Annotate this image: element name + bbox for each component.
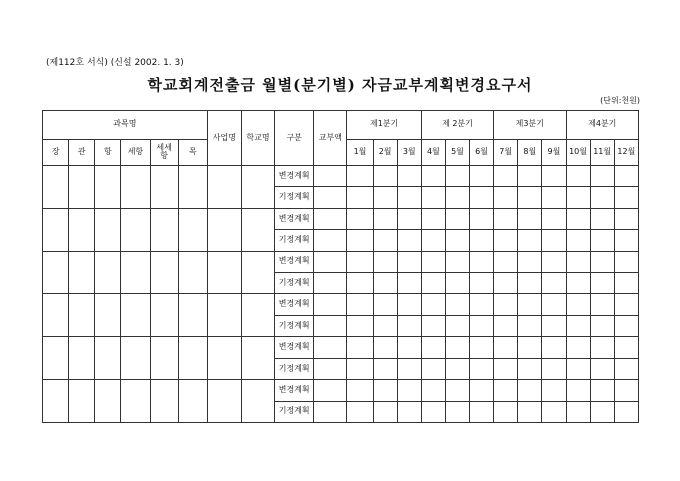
month-cell[interactable] [590, 358, 614, 379]
document-title: 학교회계전출금 월별(분기별) 자금교부계획변경요구서 [147, 76, 533, 94]
subject-cell[interactable] [178, 166, 207, 209]
subject-cell[interactable] [95, 208, 121, 251]
grant-amount-cell[interactable] [314, 315, 347, 336]
business-name-header: 사업명 [207, 111, 241, 166]
month-cell[interactable] [445, 166, 469, 187]
grant-amount-cell[interactable] [314, 273, 347, 294]
month-cell[interactable] [518, 294, 542, 315]
month-cell[interactable] [494, 230, 518, 251]
month-cell[interactable] [470, 187, 494, 208]
month-cell[interactable] [566, 380, 590, 401]
grant-amount-header: 교부액 [314, 111, 347, 166]
month-cell[interactable] [566, 401, 590, 422]
business-name-cell[interactable] [207, 251, 241, 294]
business-name-cell[interactable] [207, 166, 241, 209]
month-cell[interactable] [421, 187, 445, 208]
month-cell[interactable] [347, 337, 373, 358]
month-cell[interactable] [566, 251, 590, 272]
month-cell[interactable] [373, 294, 397, 315]
month-cell[interactable] [542, 294, 566, 315]
subject-col-header: 세세항 [150, 139, 178, 166]
month-cell[interactable] [445, 187, 469, 208]
table-row [43, 166, 639, 187]
quarter-header: 제4분기 [566, 111, 639, 140]
subject-cell[interactable] [178, 380, 207, 423]
subject-cell[interactable] [121, 380, 150, 423]
month-cell[interactable] [421, 251, 445, 272]
month-cell[interactable] [542, 315, 566, 336]
month-cell[interactable] [566, 294, 590, 315]
subject-col-header: 장 [43, 139, 69, 166]
subject-cell[interactable] [150, 251, 178, 294]
month-cell[interactable] [518, 230, 542, 251]
month-cell[interactable] [347, 401, 373, 422]
month-cell[interactable] [542, 166, 566, 187]
quarter-header: 제1분기 [347, 111, 421, 140]
month-cell[interactable] [590, 401, 614, 422]
grant-amount-cell[interactable] [314, 401, 347, 422]
table-row [43, 380, 639, 401]
category-cell: 변경계획 [275, 380, 314, 401]
month-cell[interactable] [542, 337, 566, 358]
subject-group-header: 과목명 [43, 111, 208, 140]
month-cell[interactable] [566, 273, 590, 294]
month-cell[interactable] [470, 358, 494, 379]
month-cell[interactable] [347, 358, 373, 379]
month-cell[interactable] [566, 337, 590, 358]
month-cell[interactable] [518, 187, 542, 208]
quarter-header: 제3분기 [494, 111, 566, 140]
month-cell[interactable] [347, 230, 373, 251]
month-cell[interactable] [347, 294, 373, 315]
month-header: 12월 [614, 139, 638, 166]
school-name-cell[interactable] [241, 337, 274, 380]
month-cell[interactable] [373, 166, 397, 187]
quarter-header: 제 2분기 [421, 111, 493, 140]
month-header: 6월 [470, 139, 494, 166]
month-cell[interactable] [614, 187, 638, 208]
month-cell[interactable] [518, 401, 542, 422]
month-cell[interactable] [614, 251, 638, 272]
business-name-cell[interactable] [207, 380, 241, 423]
subject-cell[interactable] [69, 208, 95, 251]
subject-cell[interactable] [178, 208, 207, 251]
month-cell[interactable] [397, 187, 421, 208]
month-header: 7월 [494, 139, 518, 166]
month-cell[interactable] [566, 230, 590, 251]
month-cell[interactable] [421, 401, 445, 422]
month-cell[interactable] [518, 273, 542, 294]
table-row [43, 337, 639, 358]
month-cell[interactable] [614, 358, 638, 379]
month-cell[interactable] [614, 315, 638, 336]
month-cell[interactable] [542, 187, 566, 208]
school-name-cell[interactable] [241, 294, 274, 337]
month-cell[interactable] [373, 230, 397, 251]
subject-cell[interactable] [95, 294, 121, 337]
month-cell[interactable] [542, 401, 566, 422]
month-header: 1월 [347, 139, 373, 166]
month-cell[interactable] [373, 380, 397, 401]
category-cell: 변경계획 [275, 294, 314, 315]
month-cell[interactable] [421, 230, 445, 251]
month-cell[interactable] [470, 380, 494, 401]
month-cell[interactable] [494, 273, 518, 294]
subject-cell[interactable] [121, 251, 150, 294]
month-cell[interactable] [590, 166, 614, 187]
grant-amount-cell[interactable] [314, 337, 347, 358]
month-cell[interactable] [590, 294, 614, 315]
month-cell[interactable] [494, 358, 518, 379]
month-cell[interactable] [373, 337, 397, 358]
school-name-header: 학교명 [241, 111, 274, 166]
month-cell[interactable] [542, 380, 566, 401]
month-cell[interactable] [518, 208, 542, 229]
month-cell[interactable] [445, 251, 469, 272]
month-cell[interactable] [614, 208, 638, 229]
grant-amount-cell[interactable] [314, 358, 347, 379]
grant-amount-cell[interactable] [314, 166, 347, 187]
school-name-cell[interactable] [241, 208, 274, 251]
subject-cell[interactable] [43, 208, 69, 251]
month-cell[interactable] [421, 208, 445, 229]
subject-cell[interactable] [150, 380, 178, 423]
month-cell[interactable] [397, 315, 421, 336]
month-cell[interactable] [445, 401, 469, 422]
subject-cell[interactable] [121, 294, 150, 337]
category-cell: 변경계획 [275, 166, 314, 187]
month-cell[interactable] [373, 187, 397, 208]
month-cell[interactable] [445, 208, 469, 229]
month-cell[interactable] [590, 230, 614, 251]
month-cell[interactable] [373, 208, 397, 229]
subject-cell[interactable] [95, 337, 121, 380]
grant-amount-cell[interactable] [314, 294, 347, 315]
month-cell[interactable] [590, 380, 614, 401]
month-cell[interactable] [614, 230, 638, 251]
month-cell[interactable] [397, 337, 421, 358]
month-cell[interactable] [470, 337, 494, 358]
category-cell: 기정계획 [275, 315, 314, 336]
subject-cell[interactable] [121, 208, 150, 251]
month-cell[interactable] [470, 230, 494, 251]
month-cell[interactable] [373, 358, 397, 379]
business-name-cell[interactable] [207, 294, 241, 337]
business-name-cell[interactable] [207, 337, 241, 380]
subject-col-header: 세항 [121, 139, 150, 166]
month-cell[interactable] [614, 337, 638, 358]
grant-amount-cell[interactable] [314, 380, 347, 401]
month-header: 4월 [421, 139, 445, 166]
month-cell[interactable] [470, 208, 494, 229]
category-cell: 변경계획 [275, 251, 314, 272]
grant-amount-cell[interactable] [314, 230, 347, 251]
month-cell[interactable] [614, 380, 638, 401]
category-cell: 기정계획 [275, 358, 314, 379]
subject-cell[interactable] [69, 294, 95, 337]
month-cell[interactable] [542, 251, 566, 272]
month-cell[interactable] [470, 401, 494, 422]
month-header: 5월 [445, 139, 469, 166]
month-header: 8월 [518, 139, 542, 166]
month-cell[interactable] [421, 358, 445, 379]
month-cell[interactable] [445, 337, 469, 358]
month-cell[interactable] [566, 166, 590, 187]
month-cell[interactable] [347, 166, 373, 187]
subject-cell[interactable] [43, 294, 69, 337]
month-cell[interactable] [494, 401, 518, 422]
school-name-cell[interactable] [241, 251, 274, 294]
month-cell[interactable] [614, 401, 638, 422]
month-cell[interactable] [373, 251, 397, 272]
subject-cell[interactable] [69, 166, 95, 209]
table-row [43, 208, 639, 229]
month-cell[interactable] [470, 251, 494, 272]
month-cell[interactable] [445, 358, 469, 379]
unit-label: (단위:천원) [600, 96, 640, 105]
month-cell[interactable] [347, 315, 373, 336]
month-header: 2월 [373, 139, 397, 166]
subject-cell[interactable] [69, 337, 95, 380]
form-number: (제112호 서식) (신설 2002. 1. 3) [46, 58, 184, 68]
category-cell: 기정계획 [275, 230, 314, 251]
month-cell[interactable] [590, 251, 614, 272]
grant-amount-cell[interactable] [314, 251, 347, 272]
month-cell[interactable] [494, 208, 518, 229]
month-cell[interactable] [397, 401, 421, 422]
month-cell[interactable] [397, 208, 421, 229]
month-cell[interactable] [566, 187, 590, 208]
month-cell[interactable] [445, 273, 469, 294]
month-header: 10월 [566, 139, 590, 166]
month-cell[interactable] [494, 315, 518, 336]
month-cell[interactable] [397, 358, 421, 379]
month-cell[interactable] [397, 273, 421, 294]
month-cell[interactable] [373, 315, 397, 336]
category-cell: 기정계획 [275, 187, 314, 208]
month-cell[interactable] [470, 294, 494, 315]
subject-cell[interactable] [69, 251, 95, 294]
month-cell[interactable] [542, 273, 566, 294]
grant-amount-cell[interactable] [314, 208, 347, 229]
month-cell[interactable] [373, 273, 397, 294]
school-name-cell[interactable] [241, 380, 274, 423]
subject-cell[interactable] [95, 166, 121, 209]
month-cell[interactable] [590, 273, 614, 294]
month-cell[interactable] [347, 187, 373, 208]
month-cell[interactable] [445, 294, 469, 315]
grant-amount-cell[interactable] [314, 187, 347, 208]
subject-cell[interactable] [178, 294, 207, 337]
month-header: 9월 [542, 139, 566, 166]
month-cell[interactable] [421, 315, 445, 336]
month-cell[interactable] [566, 358, 590, 379]
subject-cell[interactable] [43, 251, 69, 294]
subject-cell[interactable] [121, 166, 150, 209]
month-header: 11월 [590, 139, 614, 166]
month-cell[interactable] [445, 315, 469, 336]
business-name-cell[interactable] [207, 208, 241, 251]
subject-cell[interactable] [121, 337, 150, 380]
month-cell[interactable] [397, 230, 421, 251]
month-cell[interactable] [494, 251, 518, 272]
month-cell[interactable] [542, 358, 566, 379]
month-cell[interactable] [614, 294, 638, 315]
month-cell[interactable] [373, 401, 397, 422]
table-row [43, 251, 639, 272]
month-cell[interactable] [494, 187, 518, 208]
month-cell[interactable] [518, 358, 542, 379]
month-cell[interactable] [614, 166, 638, 187]
month-cell[interactable] [470, 166, 494, 187]
category-cell: 변경계획 [275, 208, 314, 229]
month-cell[interactable] [590, 187, 614, 208]
month-cell[interactable] [518, 380, 542, 401]
month-cell[interactable] [397, 380, 421, 401]
month-cell[interactable] [421, 380, 445, 401]
month-cell[interactable] [494, 380, 518, 401]
table-row [43, 294, 639, 315]
month-cell[interactable] [445, 230, 469, 251]
subject-cell[interactable] [150, 166, 178, 209]
month-cell[interactable] [566, 315, 590, 336]
month-cell[interactable] [518, 166, 542, 187]
category-cell: 기정계획 [275, 401, 314, 422]
month-cell[interactable] [421, 273, 445, 294]
month-cell[interactable] [421, 337, 445, 358]
month-cell[interactable] [542, 208, 566, 229]
subject-col-header: 관 [69, 139, 95, 166]
subject-cell[interactable] [43, 337, 69, 380]
month-header: 3월 [397, 139, 421, 166]
month-cell[interactable] [614, 273, 638, 294]
category-header: 구분 [275, 111, 314, 166]
month-cell[interactable] [494, 337, 518, 358]
subject-cell[interactable] [43, 166, 69, 209]
month-cell[interactable] [347, 208, 373, 229]
category-cell: 기정계획 [275, 273, 314, 294]
subject-cell[interactable] [150, 294, 178, 337]
month-cell[interactable] [397, 166, 421, 187]
school-name-cell[interactable] [241, 166, 274, 209]
month-cell[interactable] [518, 337, 542, 358]
subject-cell[interactable] [178, 337, 207, 380]
month-cell[interactable] [470, 315, 494, 336]
subject-col-header: 목 [178, 139, 207, 166]
month-cell[interactable] [445, 380, 469, 401]
month-cell[interactable] [421, 294, 445, 315]
month-cell[interactable] [590, 315, 614, 336]
month-cell[interactable] [347, 273, 373, 294]
month-cell[interactable] [590, 208, 614, 229]
month-cell[interactable] [566, 208, 590, 229]
month-cell[interactable] [397, 251, 421, 272]
plan-table [42, 110, 639, 423]
subject-cell[interactable] [95, 251, 121, 294]
subject-cell[interactable] [150, 208, 178, 251]
month-cell[interactable] [590, 337, 614, 358]
subject-col-header: 항 [95, 139, 121, 166]
month-cell[interactable] [494, 294, 518, 315]
month-cell[interactable] [518, 315, 542, 336]
month-cell[interactable] [494, 166, 518, 187]
subject-cell[interactable] [178, 251, 207, 294]
month-cell[interactable] [518, 251, 542, 272]
subject-cell[interactable] [43, 380, 69, 423]
subject-cell[interactable] [150, 337, 178, 380]
subject-cell[interactable] [69, 380, 95, 423]
month-cell[interactable] [397, 294, 421, 315]
month-cell[interactable] [470, 273, 494, 294]
month-cell[interactable] [347, 251, 373, 272]
month-cell[interactable] [542, 230, 566, 251]
subject-cell[interactable] [95, 380, 121, 423]
month-cell[interactable] [347, 380, 373, 401]
month-cell[interactable] [421, 166, 445, 187]
category-cell: 변경계획 [275, 337, 314, 358]
